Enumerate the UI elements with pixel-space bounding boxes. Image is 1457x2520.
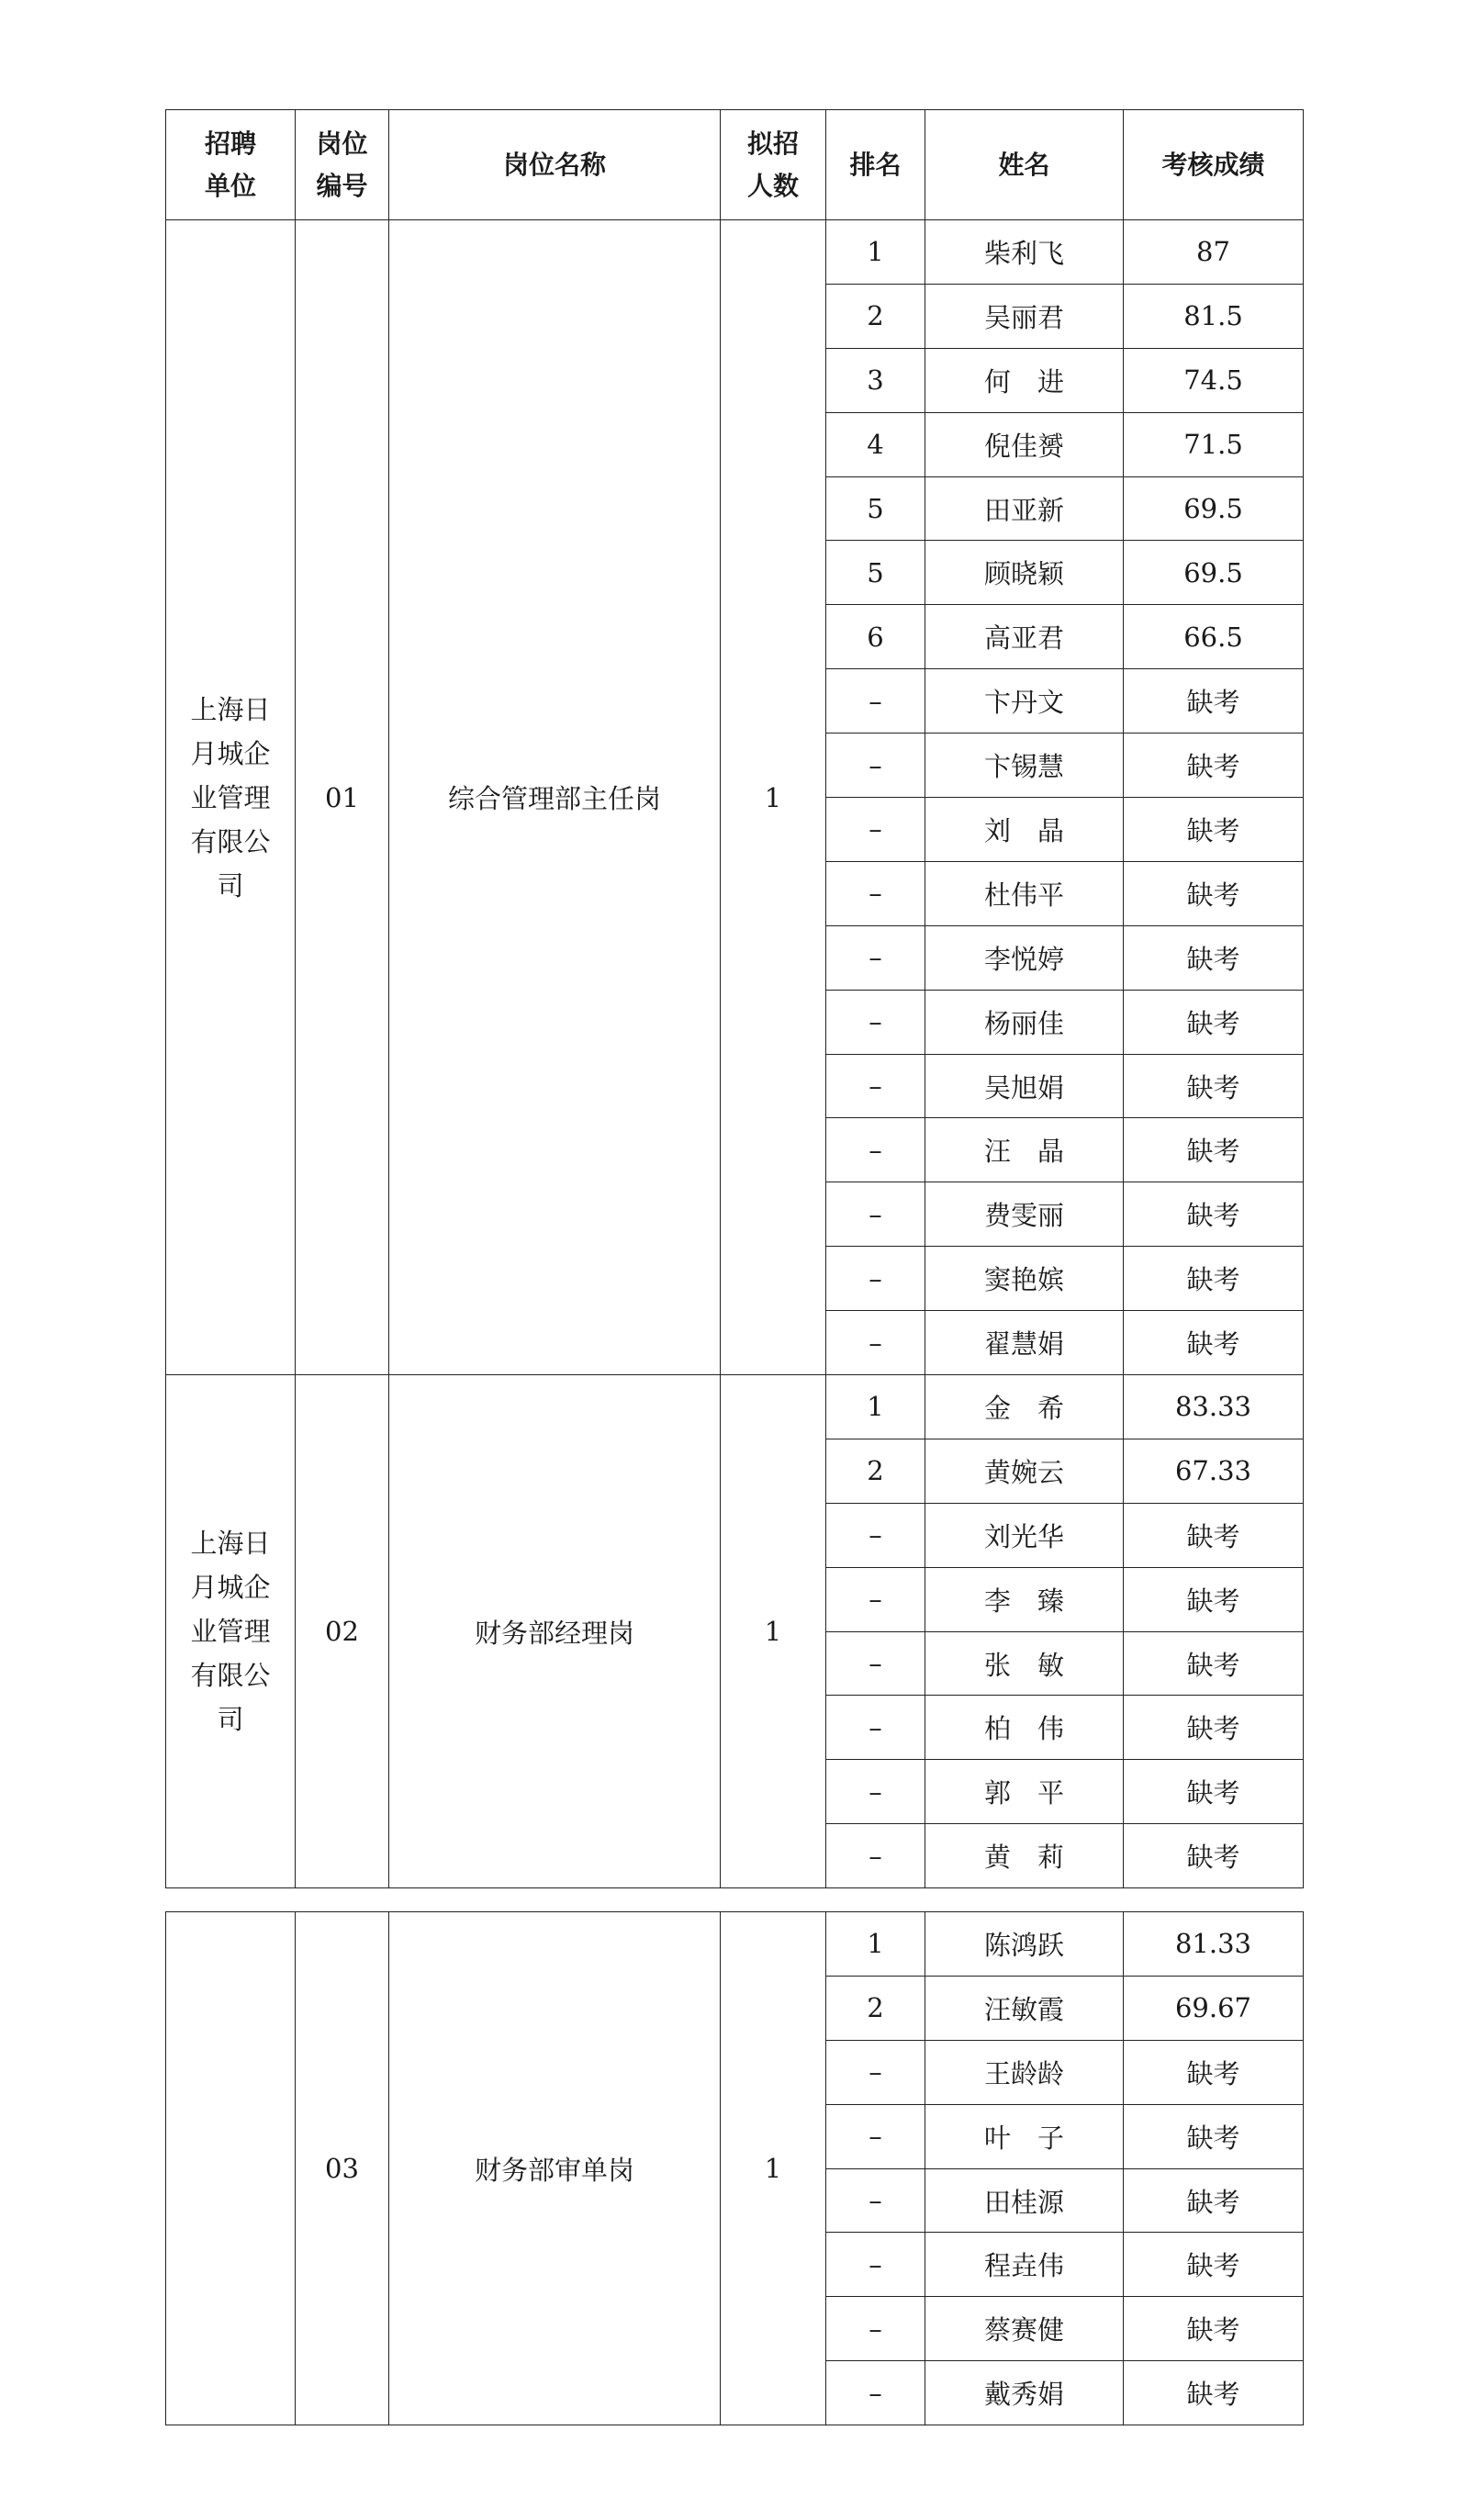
score-cell: 81.5 [1124,284,1304,348]
score-cell: 71.5 [1124,412,1304,476]
candidate-name-cell: 郭 平 [925,1760,1124,1824]
results-table [165,109,1304,1888]
score-cell: 66.5 [1124,605,1304,669]
rank-cell: 2 [826,1439,925,1503]
rank-cell: – [826,1824,925,1888]
table-row [166,220,1304,285]
score-cell: 缺考 [1124,1503,1304,1567]
header-row [166,110,1304,220]
candidate-name-cell: 高亚君 [925,605,1124,669]
rank-cell: – [826,925,925,990]
quota-cell: 1 [721,1375,826,1888]
post-name-cell: 综合管理部主任岗 [389,220,721,1375]
header-unit: 招聘 单位 [166,110,296,220]
rank-cell: – [826,1503,925,1567]
score-cell: 69.5 [1124,541,1304,605]
rank-cell: – [826,990,925,1054]
table-row [166,1912,1304,1977]
rank-cell: – [826,1760,925,1824]
rank-cell: – [826,1247,925,1311]
table-body [166,1912,1304,2425]
rank-cell: – [826,1118,925,1182]
rank-cell: – [826,798,925,862]
score-cell: 69.67 [1124,1976,1304,2040]
score-cell: 缺考 [1124,1631,1304,1696]
score-cell: 缺考 [1124,1567,1304,1631]
recruiting-unit-cell [166,1912,296,2425]
score-cell: 缺考 [1124,861,1304,925]
score-cell: 缺考 [1124,798,1304,862]
rank-cell: 5 [826,541,925,605]
candidate-name-cell: 何 进 [925,348,1124,412]
score-cell: 缺考 [1124,669,1304,734]
score-cell: 83.33 [1124,1375,1304,1439]
candidate-name-cell: 张 敏 [925,1631,1124,1696]
candidate-name-cell: 叶 子 [925,2104,1124,2168]
rank-cell: – [826,2233,925,2297]
post-code-cell: 02 [296,1375,389,1888]
quota-cell: 1 [721,220,826,1375]
quota-cell: 1 [721,1912,826,2425]
header-post-name: 岗位名称 [389,110,721,220]
candidate-name-cell: 卞锡慧 [925,734,1124,798]
results-table-continued [165,1911,1304,2425]
post-code-cell: 01 [296,220,389,1375]
candidate-name-cell: 柏 伟 [925,1696,1124,1760]
rank-cell: 4 [826,412,925,476]
candidate-name-cell: 黄婉云 [925,1439,1124,1503]
candidate-name-cell: 吴旭娟 [925,1054,1124,1118]
candidate-name-cell: 刘光华 [925,1503,1124,1567]
score-cell: 缺考 [1124,1247,1304,1311]
candidate-name-cell: 戴秀娟 [925,2361,1124,2425]
score-cell: 67.33 [1124,1439,1304,1503]
rank-cell: – [826,1311,925,1375]
candidate-name-cell: 杜伟平 [925,861,1124,925]
rank-cell: 1 [826,1375,925,1439]
score-cell: 缺考 [1124,734,1304,798]
header-score: 考核成绩 [1124,110,1304,220]
score-cell: 缺考 [1124,1824,1304,1888]
candidate-name-cell: 倪佳赟 [925,412,1124,476]
score-cell: 缺考 [1124,1054,1304,1118]
candidate-name-cell: 程垚伟 [925,2233,1124,2297]
rank-cell: – [826,2168,925,2233]
post-name-cell: 财务部经理岗 [389,1375,721,1888]
post-code-cell: 03 [296,1912,389,2425]
rank-cell: – [826,1631,925,1696]
candidate-name-cell: 吴丽君 [925,284,1124,348]
candidate-name-cell: 陈鸿跃 [925,1912,1124,1977]
rank-cell: – [826,2104,925,2168]
rank-cell: – [826,2361,925,2425]
rank-cell: – [826,861,925,925]
rank-cell: 2 [826,284,925,348]
score-cell: 缺考 [1124,2233,1304,2297]
score-cell: 缺考 [1124,990,1304,1054]
score-cell: 缺考 [1124,2168,1304,2233]
rank-cell: – [826,734,925,798]
score-cell: 69.5 [1124,476,1304,541]
rank-cell: 1 [826,1912,925,1977]
score-cell: 缺考 [1124,1696,1304,1760]
rank-cell: 3 [826,348,925,412]
score-cell: 缺考 [1124,2040,1304,2104]
post-name-cell: 财务部审单岗 [389,1912,721,2425]
score-cell: 缺考 [1124,2297,1304,2361]
candidate-name-cell: 李 臻 [925,1567,1124,1631]
rank-cell: – [826,1696,925,1760]
score-cell: 缺考 [1124,1760,1304,1824]
header-quota: 拟招 人数 [721,110,826,220]
table-row [166,1375,1304,1439]
score-cell: 缺考 [1124,1118,1304,1182]
rank-cell: 6 [826,605,925,669]
candidate-name-cell: 杨丽佳 [925,990,1124,1054]
candidate-name-cell: 汪敏霞 [925,1976,1124,2040]
score-cell: 缺考 [1124,1182,1304,1247]
candidate-name-cell: 窦艳嫔 [925,1247,1124,1311]
score-cell: 74.5 [1124,348,1304,412]
candidate-name-cell: 金 希 [925,1375,1124,1439]
recruiting-unit-cell: 上海日 月城企 业管理 有限公 司 [166,1375,296,1888]
rank-cell: – [826,2297,925,2361]
candidate-name-cell: 顾晓颖 [925,541,1124,605]
rank-cell: 5 [826,476,925,541]
score-cell: 缺考 [1124,2104,1304,2168]
candidate-name-cell: 费雯丽 [925,1182,1124,1247]
header-rank: 排名 [826,110,925,220]
rank-cell: – [826,1567,925,1631]
candidate-name-cell: 汪 晶 [925,1118,1124,1182]
candidate-name-cell: 黄 莉 [925,1824,1124,1888]
candidate-name-cell: 田桂源 [925,2168,1124,2233]
candidate-name-cell: 王龄龄 [925,2040,1124,2104]
recruiting-unit-cell: 上海日 月城企 业管理 有限公 司 [166,220,296,1375]
rank-cell: – [826,1182,925,1247]
score-cell: 87 [1124,220,1304,285]
rank-cell: 1 [826,220,925,285]
score-cell: 缺考 [1124,925,1304,990]
rank-cell: – [826,2040,925,2104]
table-body [166,220,1304,1888]
rank-cell: – [826,669,925,734]
candidate-name-cell: 刘 晶 [925,798,1124,862]
header-post-code: 岗位 编号 [296,110,389,220]
header-name: 姓名 [925,110,1124,220]
candidate-name-cell: 柴利飞 [925,220,1124,285]
rank-cell: 2 [826,1976,925,2040]
candidate-name-cell: 蔡赛健 [925,2297,1124,2361]
score-cell: 缺考 [1124,2361,1304,2425]
candidate-name-cell: 田亚新 [925,476,1124,541]
score-cell: 缺考 [1124,1311,1304,1375]
rank-cell: – [826,1054,925,1118]
candidate-name-cell: 卞丹文 [925,669,1124,734]
candidate-name-cell: 李悦婷 [925,925,1124,990]
candidate-name-cell: 翟慧娟 [925,1311,1124,1375]
score-cell: 81.33 [1124,1912,1304,1977]
